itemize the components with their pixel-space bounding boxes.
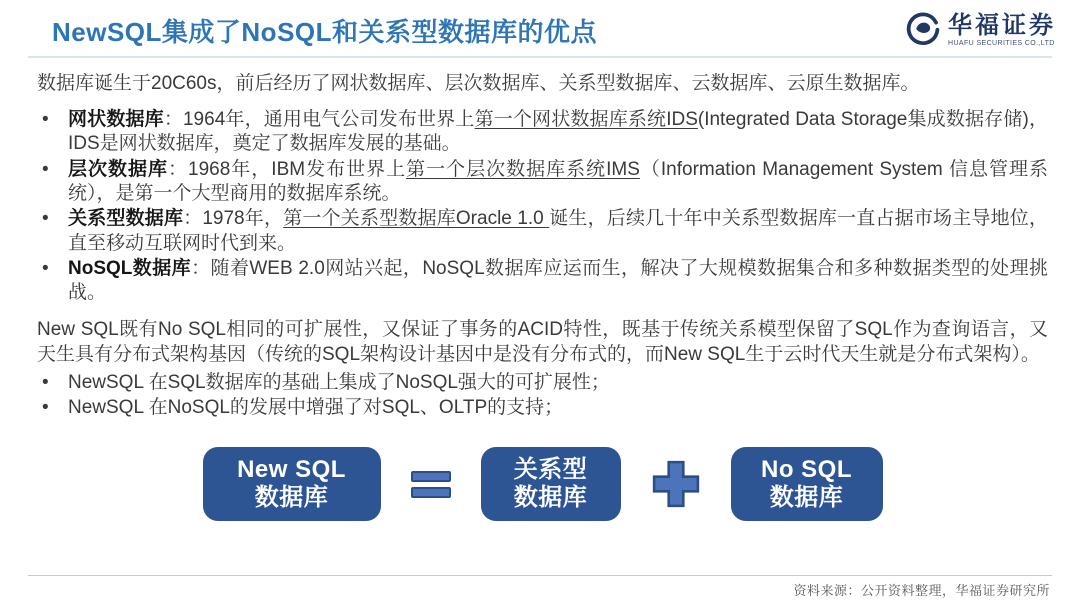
list-item [37, 158, 1048, 207]
newsql-box: New SQL 数据库 [203, 447, 381, 521]
list-item [37, 207, 1048, 256]
bullet-icon: • [42, 397, 49, 419]
bullet-text: NoSQL数据库：随着WEB 2.0网站兴起，NoSQL数据库应运而生，解决了大规模数据集合和多种数据类型的处理挑战。 [68, 257, 1048, 304]
list-item [37, 396, 1048, 420]
bullet-text: 层次数据库：1968年，IBM发布世界上第一个层次数据库系统IMS（Information Management System 信息管理系统），是第一个大型商用的数据库系统。 [68, 158, 1049, 205]
slide-body [0, 58, 1080, 521]
bullet-icon: • [42, 208, 49, 230]
bullet-icon: • [42, 158, 49, 180]
plus-icon [651, 459, 701, 509]
bullet-text: 网状数据库：1964年，通用电气公司发布世界上第一个网状数据库系统IDS(Integrated Data Storage集成数据存储)，IDS是网状数据库，奠定了数据库发展的基础。 [68, 109, 1048, 155]
logo-subtitle: HUAFU SECURITIES CO.,LTD [948, 39, 1055, 47]
logo-name: 华福证券 [948, 12, 1056, 39]
logo-text [948, 14, 1056, 47]
bullet-text: 关系型数据库：1978年，第一个关系型数据库Oracle 1.0 诞生，后续几十年中关系型数据库一直占据市场主导地位，直至移动互联网时代到来。 [68, 208, 1048, 254]
slide-header [0, 0, 1080, 56]
bullet-icon: • [42, 257, 49, 279]
huafu-logo [905, 10, 1056, 51]
relational-db-box: 关系型 数据库 [481, 447, 621, 521]
newsql-bullet-list [37, 371, 1048, 421]
list-item [37, 257, 1048, 306]
intro-paragraph: 数据库诞生于20C60s，前后经历了网状数据库、层次数据库、关系型数据库、云数据库、云原生数据库。 [37, 73, 920, 94]
list-item [37, 371, 1048, 395]
bullet-text: NewSQL 在SQL数据库的基础上集成了NoSQL强大的可扩展性； [68, 371, 610, 393]
history-bullet-list [37, 108, 1048, 306]
bullet-icon: • [42, 109, 49, 131]
list-item [37, 108, 1048, 157]
equals-icon [411, 471, 451, 498]
footer-divider [28, 575, 1052, 576]
huafu-swirl-icon [905, 10, 941, 51]
source-note: 资料来源：公开资料整理，华福证券研究所 [793, 583, 1050, 598]
newsql-paragraph: New SQL既有No SQL相同的可扩展性，又保证了事务的ACID特性，既基于传统关系模型保留了SQL作为查询语言，又天生具有分布式架构基因（传统的SQL架构设计基因中是没有分布式的，而New SQL生于云时代天生就是分布式架构）。 [37, 318, 1048, 365]
newsql-equation-diagram [37, 447, 1048, 521]
page-title: NewSQL集成了NoSQL和关系型数据库的优点 [52, 16, 598, 47]
nosql-box: No SQL 数据库 [731, 447, 883, 521]
bullet-text: NewSQL 在NoSQL的发展中增强了对SQL、OLTP的支持； [68, 397, 564, 419]
bullet-icon: • [42, 371, 49, 393]
